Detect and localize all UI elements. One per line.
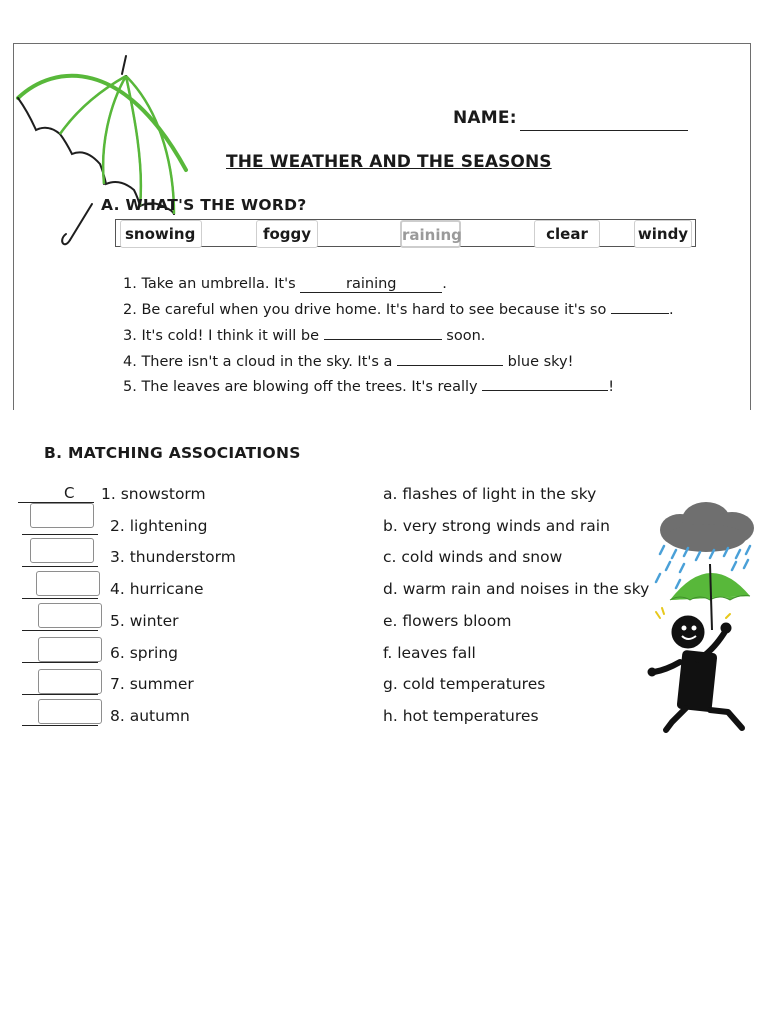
option-text: cold winds and snow bbox=[401, 548, 563, 566]
sentence-text: There isn't a cloud in the sky. It's a bbox=[141, 354, 398, 370]
answer-dropbox-7[interactable] bbox=[38, 669, 102, 694]
option-text: warm rain and noises in the sky bbox=[402, 580, 650, 598]
option-letter: e. bbox=[383, 612, 398, 630]
match-term-4 bbox=[110, 580, 204, 598]
sentence-end: blue sky! bbox=[503, 354, 574, 370]
term-number: 4. bbox=[110, 580, 125, 598]
match-option-b bbox=[383, 517, 610, 535]
term-label: thunderstorm bbox=[129, 548, 236, 566]
sentence-end: ! bbox=[608, 379, 615, 395]
answer-blank-2[interactable] bbox=[611, 313, 669, 314]
person-icon bbox=[648, 616, 742, 730]
match-option-h bbox=[383, 707, 539, 725]
word-chip-clear[interactable]: clear bbox=[534, 220, 600, 248]
option-letter: c. bbox=[383, 548, 397, 566]
option-letter: g. bbox=[383, 675, 398, 693]
word-chip-snowing[interactable]: snowing bbox=[120, 220, 202, 248]
section-a-heading: A. WHAT'S THE WORD? bbox=[101, 196, 307, 214]
answer-blank-3[interactable] bbox=[324, 339, 442, 340]
match-term-8 bbox=[110, 707, 190, 725]
sentence-number: 4. bbox=[123, 354, 137, 370]
umbrella-icon bbox=[14, 54, 194, 246]
word-chip-foggy[interactable]: foggy bbox=[256, 220, 318, 248]
sentence-3 bbox=[123, 328, 485, 344]
sentence-4 bbox=[123, 354, 573, 370]
sentence-text: The leaves are blowing off the trees. It's really bbox=[141, 379, 483, 395]
answer-dropbox-4[interactable] bbox=[36, 571, 100, 596]
option-text: cold temperatures bbox=[402, 675, 546, 693]
answer-dropbox-8[interactable] bbox=[38, 699, 102, 724]
option-letter: h. bbox=[383, 707, 398, 725]
term-label: summer bbox=[129, 675, 194, 693]
term-label: spring bbox=[129, 644, 178, 662]
option-letter: d. bbox=[383, 580, 398, 598]
answer-value-1[interactable]: C bbox=[64, 484, 75, 502]
section-b-heading: B. MATCHING ASSOCIATIONS bbox=[44, 444, 301, 462]
match-option-d bbox=[383, 580, 649, 598]
sentence-number: 3. bbox=[123, 328, 137, 344]
match-option-f bbox=[383, 644, 476, 662]
sentence-number: 2. bbox=[123, 302, 137, 318]
answer-blank-1[interactable]: raining bbox=[300, 276, 442, 293]
sentence-text: It's cold! I think it will be bbox=[141, 328, 324, 344]
match-option-a bbox=[383, 485, 596, 503]
match-term-1 bbox=[101, 485, 206, 503]
sentence-1 bbox=[123, 276, 447, 293]
match-option-e bbox=[383, 612, 511, 630]
word-bank bbox=[115, 219, 696, 247]
sentence-text: Be careful when you drive home. It's hard to see because it's so bbox=[141, 302, 611, 318]
name-label: NAME: bbox=[453, 108, 517, 128]
sentence-text: Take an umbrella. It's bbox=[141, 276, 301, 292]
answer-line-2 bbox=[22, 534, 98, 535]
sentence-end: . bbox=[668, 302, 674, 318]
sentence-end: soon. bbox=[441, 328, 486, 344]
option-letter: b. bbox=[383, 517, 398, 535]
term-label: hurricane bbox=[129, 580, 204, 598]
term-label: lightening bbox=[129, 517, 208, 535]
person-umbrella-icon bbox=[640, 500, 760, 740]
answer-dropbox-5[interactable] bbox=[38, 603, 102, 628]
term-number: 6. bbox=[110, 644, 125, 662]
answer-dropbox-6[interactable] bbox=[38, 637, 102, 662]
term-number: 8. bbox=[110, 707, 125, 725]
option-text: flashes of light in the sky bbox=[402, 485, 597, 503]
term-number: 2. bbox=[110, 517, 125, 535]
match-term-6 bbox=[110, 644, 178, 662]
answer-dropbox-3[interactable] bbox=[30, 538, 94, 563]
match-option-c bbox=[383, 548, 562, 566]
word-chip-windy[interactable]: windy bbox=[634, 220, 692, 248]
term-number: 7. bbox=[110, 675, 125, 693]
option-text: very strong winds and rain bbox=[402, 517, 610, 535]
sentence-5 bbox=[123, 379, 614, 395]
match-term-3 bbox=[110, 548, 236, 566]
sentence-number: 5. bbox=[123, 379, 137, 395]
term-label: winter bbox=[129, 612, 179, 630]
match-term-2 bbox=[110, 517, 207, 535]
term-number: 5. bbox=[110, 612, 125, 630]
term-number: 3. bbox=[110, 548, 125, 566]
sentence-end: . bbox=[442, 276, 447, 292]
answer-line-3 bbox=[22, 566, 98, 567]
match-term-5 bbox=[110, 612, 179, 630]
sentence-number: 1. bbox=[123, 276, 137, 292]
option-text: flowers bloom bbox=[402, 612, 512, 630]
answer-line-5 bbox=[22, 630, 98, 631]
term-label: snowstorm bbox=[120, 485, 206, 503]
sentence-2 bbox=[123, 302, 674, 318]
answer-blank-4[interactable] bbox=[397, 365, 503, 366]
page-title: THE WEATHER AND THE SEASONS bbox=[226, 152, 552, 172]
match-option-g bbox=[383, 675, 545, 693]
word-chip-raining[interactable]: raining bbox=[400, 220, 461, 248]
answer-dropbox-2[interactable] bbox=[30, 503, 94, 528]
cloud-icon bbox=[660, 502, 754, 552]
option-text: leaves fall bbox=[397, 644, 476, 662]
term-label: autumn bbox=[129, 707, 190, 725]
option-letter: a. bbox=[383, 485, 398, 503]
answer-line-4 bbox=[22, 598, 98, 599]
answer-line-8 bbox=[22, 725, 98, 726]
match-term-7 bbox=[110, 675, 194, 693]
term-number: 1. bbox=[101, 485, 116, 503]
answer-line-7 bbox=[22, 694, 98, 695]
option-letter: f. bbox=[383, 644, 393, 662]
answer-line-6 bbox=[22, 662, 98, 663]
option-text: hot temperatures bbox=[402, 707, 539, 725]
answer-blank-5[interactable] bbox=[482, 390, 608, 391]
name-field-line[interactable] bbox=[520, 130, 688, 131]
